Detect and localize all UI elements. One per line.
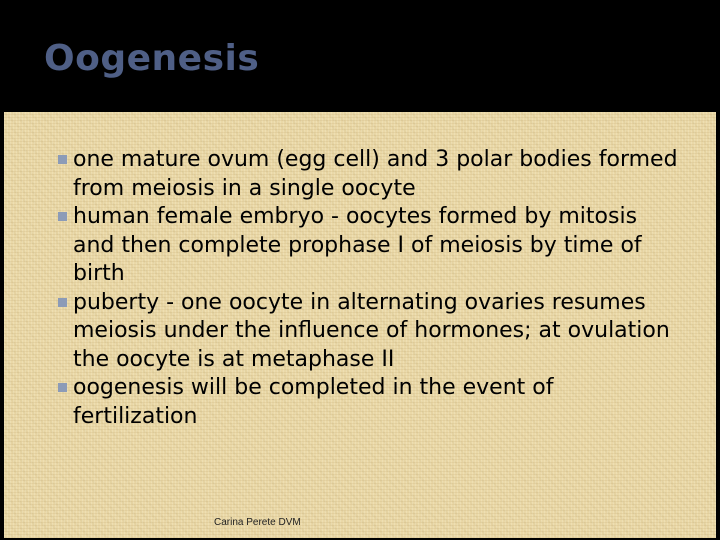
bullet-text: oogenesis will be completed in the event of fertilization (73, 375, 554, 429)
bullet-list (0, 146, 680, 431)
bullet-item (0, 374, 680, 431)
bullet-text: one mature ovum (egg cell) and 3 polar bodies formed from meiosis in a single oocyte (73, 147, 678, 201)
square-bullet-icon (58, 298, 67, 307)
bullet-item (0, 203, 680, 289)
title-band (0, 0, 720, 112)
bullet-item (0, 289, 680, 375)
bullet-item (0, 146, 680, 203)
slide-title: Oogenesis (44, 38, 260, 79)
bullet-text: human female embryo - oocytes formed by mitosis and then complete prophase I of meiosis by time of birth (73, 204, 642, 286)
bullet-text: puberty - one oocyte in alternating ovaries resumes meiosis under the influence of hormones; at ovulation the oocyte is at metaphase II (73, 289, 670, 372)
square-bullet-icon (58, 155, 67, 164)
square-bullet-icon (58, 212, 67, 221)
square-bullet-icon (58, 383, 67, 392)
footer-author: Carina Perete DVM (214, 517, 301, 528)
